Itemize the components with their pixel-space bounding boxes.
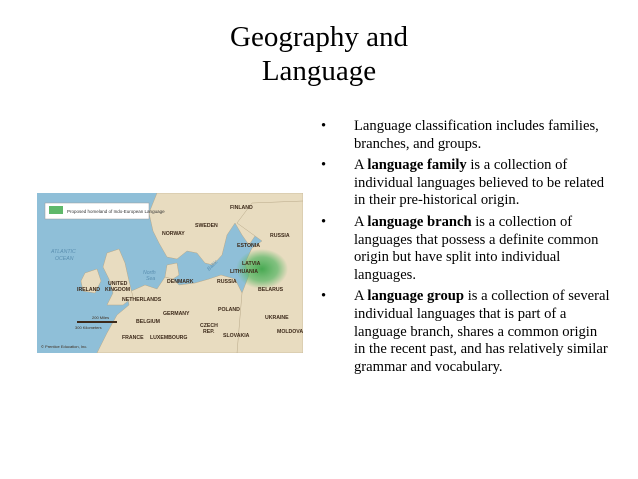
bullet-text: is a collection of individual languages believed to be related in their pre-historical origin. (354, 157, 605, 209)
legend-swatch (49, 206, 63, 214)
label-russia-north: RUSSIA (270, 233, 290, 239)
bullet-text: is a collection of several individual languages that is part of a language branch, shares a common origin in the recent past, and has relatively similar grammar and vocabulary. (354, 288, 610, 375)
label-ocean: OCEAN (55, 256, 74, 262)
label-france: FRANCE (122, 335, 144, 341)
title-line-2: Language (261, 55, 377, 87)
label-moldova: MOLDOVA (277, 329, 303, 335)
label-ukraine: UKRAINE (265, 315, 289, 321)
label-ireland: IRELAND (77, 287, 101, 293)
legend-text: Proposed homeland of Indo-European Language (67, 209, 165, 214)
label-kingdom: KINGDOM (105, 287, 131, 293)
label-lithuania: LITHUANIA (230, 269, 258, 275)
bullet-list (318, 118, 610, 380)
bullet-symbol: • (321, 213, 327, 230)
label-denmark: DENMARK (167, 279, 194, 285)
label-baltic: Baltic (206, 259, 220, 273)
label-united: UNITED (108, 281, 128, 287)
label-sweden: SWEDEN (195, 223, 218, 229)
scale-bar (77, 321, 117, 323)
label-north-sea-1: North (143, 270, 156, 276)
title-line-1: Geography and (230, 21, 408, 53)
bullet-symbol: • (321, 288, 327, 305)
land-denmark (165, 263, 179, 279)
label-netherlands: NETHERLANDS (122, 297, 162, 303)
label-germany: GERMANY (163, 311, 190, 317)
label-finland: FINLAND (230, 205, 253, 211)
scale-miles: 200 Miles (92, 315, 110, 320)
bullet-symbol: • (321, 118, 327, 134)
label-rep: REP. (203, 329, 215, 335)
label-north-sea-2: Sea (146, 276, 156, 282)
europe-language-map (37, 193, 303, 353)
label-belarus: BELARUS (258, 287, 284, 293)
label-luxembourg: LUXEMBOURG (150, 335, 188, 341)
bullet-item (318, 214, 610, 284)
bullet-term: language family (367, 157, 467, 174)
bullet-item (318, 288, 610, 376)
label-latvia: LATVIA (242, 261, 261, 267)
label-estonia: ESTONIA (237, 243, 260, 249)
slide-title (0, 20, 638, 88)
label-belgium: BELGIUM (136, 319, 160, 325)
label-atlantic: ATLANTIC (51, 249, 76, 255)
bullet-term: language group (367, 288, 465, 305)
label-norway: NORWAY (162, 231, 185, 237)
bullet-text: Language classification includes families, branches, and groups. (354, 118, 599, 152)
bullet-text: A (354, 288, 368, 305)
map-credit: © Prentice Education, Inc. (41, 344, 88, 349)
bullet-symbol: • (321, 157, 327, 174)
label-czech: CZECH (200, 323, 218, 329)
bullet-item (318, 157, 610, 210)
bullet-term: language branch (367, 213, 472, 230)
label-poland: POLAND (218, 307, 240, 313)
bullet-item (318, 118, 610, 153)
bullet-text: A (354, 213, 368, 230)
label-russia-kaliningrad: RUSSIA (217, 279, 237, 285)
label-slovakia: SLOVAKIA (223, 333, 250, 339)
bullet-text: is a collection of languages that possess a definite common origin but have split into individual languages. (354, 213, 599, 283)
bullet-text: A (354, 157, 368, 174)
scale-kilometers: 300 Kilometers (75, 325, 102, 330)
